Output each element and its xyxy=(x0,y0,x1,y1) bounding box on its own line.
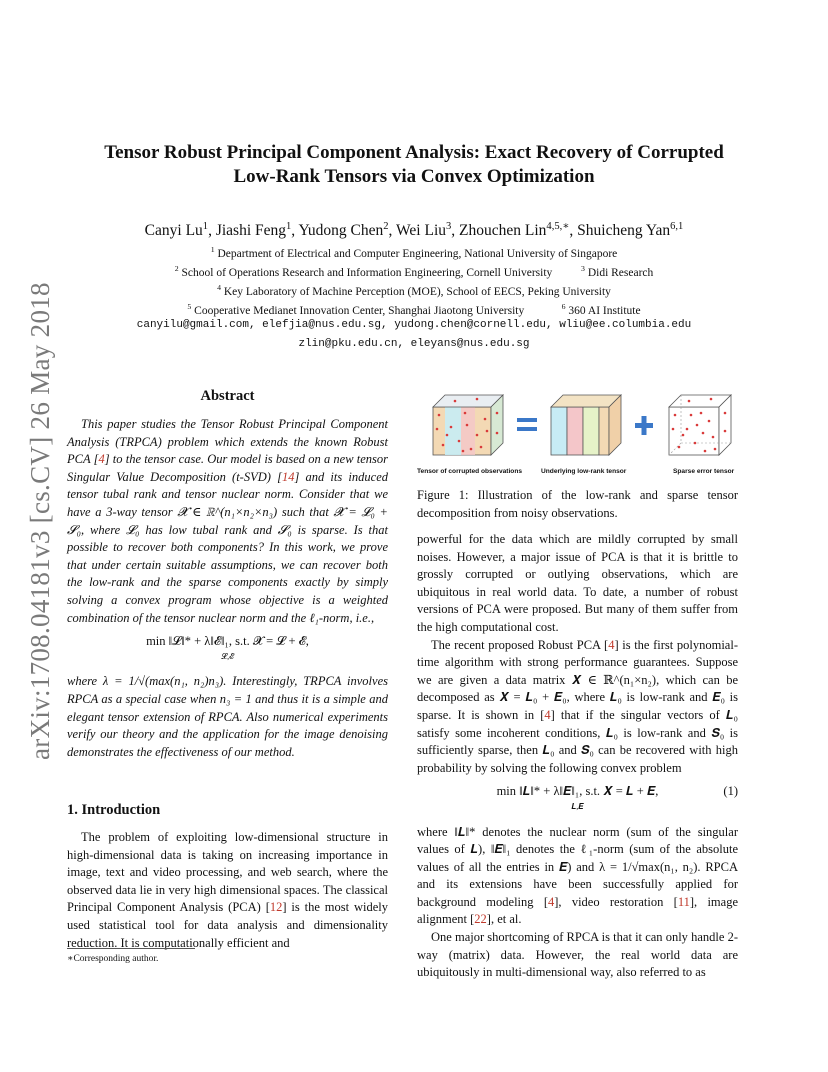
abstract-heading: Abstract xyxy=(200,388,255,404)
footnote: ∗Corresponding author. xyxy=(67,954,159,964)
right-paragraph-3: where ‖𝑳‖* denotes the nuclear norm (sum of the singular values of 𝑳), ‖𝑬‖₁ denotes the ℓ₁-norm (sum of the absolute values of all the entries in 𝑬) and λ = 1/√max(n₁, n₂). RPCA and its extensions have been successfully applied for background modeling [4], video restoration [11], image alignment [22], et al. xyxy=(417,824,738,927)
affiliation-line-3: $^4$ Key Laboratory of Machine Perception (MOE), School of EECS, Peking University xyxy=(217,283,611,298)
figure-label-middle: Underlying low-rank tensor xyxy=(541,468,627,475)
plus-sign xyxy=(635,416,653,435)
right-column-body xyxy=(417,531,738,982)
author-name: Jiashi Feng xyxy=(215,222,286,240)
affiliation-line-2: $^2$ School of Operations Research and Information Engineering, Cornell University $^3$ Didi Research xyxy=(174,264,654,279)
low-rank-tensor-cube xyxy=(551,395,621,455)
citation-link[interactable]: 12 xyxy=(269,900,283,915)
author-sup: 6,1 xyxy=(670,221,684,232)
right-paragraph-2: The recent proposed Robust PCA [4] is the first polynomial-time algorithm with strong performance guarantees. Suppose we are given a data matrix 𝑿 ∈ ℝ^(n₁×n₂), which can be decomposed as 𝑿 = 𝑳₀ + 𝑬₀, where 𝑳₀ is low-rank and 𝑬₀ is sparse. It is shown in [4] that if the singular vectors of 𝑳₀ satisfy some incoherent conditions, 𝑳₀ is low-rank and 𝑺₀ is sufficiently sparse, then 𝑳₀ and 𝑺₀ can be recovered with high probability by solving the following convex problem xyxy=(417,637,738,775)
citation-link[interactable]: 4 xyxy=(98,452,105,467)
abstract-equation-subscript: 𝓛,𝓔 xyxy=(221,651,234,661)
figure-1-caption: Figure 1: Illustration of the low-rank and sparse tensor decomposition from noisy observations. xyxy=(417,488,738,520)
emails-line-1: canyilu@gmail.com, elefjia@nus.edu.sg, yudong.chen@cornell.edu, wliu@ee.columbia.edu xyxy=(136,319,692,331)
emails-line-2: zlin@pku.edu.cn, eleyans@nus.edu.sg xyxy=(298,338,530,350)
abstract-paragraph-2: where λ = 1/√(max(n₁, n₂)n₃). Interestingly, TRPCA involves RPCA as a special case when n₃ = 1 and thus it is a simple and elegant tensor extension of RPCA. Also numerical experiments verify our theory and the application for the image denoising demonstrates the effectiveness of our method. xyxy=(67,674,388,759)
citation-link[interactable]: 22 xyxy=(474,912,487,927)
author-name: Wei Liu xyxy=(396,222,447,240)
right-paragraph-1: powerful for the data which are mildly corrupted by small noises. However, a major issue of PCA is that it is brittle to grossly corrupted or outlying observations, which are ubiquitous in real world data. To date, a number of robust versions of PCA were proposed. But many of them suffer from the high computational cost. xyxy=(417,532,738,634)
abstract-body xyxy=(67,416,388,761)
author-sup: 4,5,∗ xyxy=(546,221,570,232)
author-sup: 2 xyxy=(383,221,389,232)
title-line-1: Tensor Robust Principal Component Analysis: Exact Recovery of Corrupted xyxy=(104,142,724,163)
author-name: Zhouchen Lin xyxy=(459,222,547,240)
author-sup: 3 xyxy=(446,221,452,232)
author-sup: 1 xyxy=(202,221,209,232)
figure-1 xyxy=(417,385,738,480)
right-paragraph-4: One major shortcoming of RPCA is that it can only handle 2-way (matrix) data. However, the real world data are ubiquitously in multi-dimensional way, also referred to as xyxy=(417,930,738,980)
equation-1-number: (1) xyxy=(723,784,738,799)
title-line-2: Low-Rank Tensors via Convex Optimization xyxy=(233,166,595,187)
section-heading-introduction: 1. Introduction xyxy=(67,802,161,818)
equals-sign xyxy=(517,418,537,431)
arxiv-stamp-text: arXiv:1708.04181v3 [cs.CV] 26 May 2018 xyxy=(25,282,55,760)
author-name: Shuicheng Yan xyxy=(577,222,671,240)
sparse-error-tensor-cube xyxy=(669,395,731,455)
abstract-equation: min ‖𝓛‖* + λ‖𝓔‖₁, s.t. 𝓧 = 𝓛 + 𝓔, 𝓛,𝓔 xyxy=(67,633,388,665)
intro-paragraph-1: The problem of exploiting low-dimensional structure in high-dimensional data is taking on increasing importance in image, text and video processing, and web search, where the observed data lie in very high dimensional spaces. The classical Principal Component Analysis (PCA) [12] is the most widely used statistical tool for data analysis and dimensionality reduction. It is computationally efficient and xyxy=(67,830,388,950)
figure-1-illustration xyxy=(417,385,738,480)
citation-link[interactable]: 4 xyxy=(608,637,615,652)
corrupted-tensor-cube xyxy=(433,395,503,455)
author-sup: 1 xyxy=(286,221,292,232)
figure-label-right: Sparse error tensor xyxy=(673,468,735,475)
citation-link[interactable]: 14 xyxy=(281,469,295,484)
introduction-body xyxy=(67,829,388,952)
citation-link[interactable]: 4 xyxy=(544,707,551,722)
arxiv-stamp xyxy=(18,270,62,760)
citation-link[interactable]: 4 xyxy=(547,894,555,909)
figure-label-left: Tensor of corrupted observations xyxy=(417,468,523,475)
abstract-paragraph-1: This paper studies the Tensor Robust Principal Component Analysis (TRPCA) problem which extends the known Robust PCA [4] to the tensor case. Our model is based on a new tensor Singular Value Decomposition (t-SVD) [14] and its induced tensor tubal rank and tensor nuclear norm. Consider that we have a 3-way tensor 𝓧 ∈ ℝ^(n₁×n₂×n₃) such that 𝓧 = 𝓛₀ + 𝓢₀, where 𝓛₀ has low tubal rank and 𝓢₀ is sparse. Is that possible to recover both components? In this work, we prove that under certain suitable assumptions, we can recover both the low-rank and the sparse components exactly by simply solving a convex program whose objective is a weighted combination of the tensor nuclear norm and the ℓ₁-norm, i.e., xyxy=(67,417,388,625)
citation-link[interactable]: 11 xyxy=(677,894,690,909)
affiliation-line-1: $^1$ Department of Electrical and Computer Engineering, National University of Singapore xyxy=(210,245,618,260)
equation-1-subscript: 𝑳,𝑬 xyxy=(571,801,584,811)
affiliation-line-4: $^5$ Cooperative Medianet Innovation Center, Shanghai Jiaotong University $^6$ 360 AI Institute xyxy=(187,302,641,317)
footnote-divider xyxy=(67,948,195,949)
author-name: Yudong Chen xyxy=(298,222,384,240)
author-list: Canyi Lu$^1$, Jiashi Feng$^1$, Yudong Chen$^2$, Wei Liu$^3$, Zhouchen Lin$^{4,5,∗}$, Shuicheng Yan$^{6,1}$ xyxy=(144,221,684,240)
paper-title xyxy=(60,141,768,189)
author-name: Canyi Lu xyxy=(144,222,203,240)
equation-1: min ‖𝑳‖* + λ‖𝑬‖₁, s.t. 𝑿 = 𝑳 + 𝑬, 𝑳,𝑬 (1) xyxy=(417,783,738,815)
